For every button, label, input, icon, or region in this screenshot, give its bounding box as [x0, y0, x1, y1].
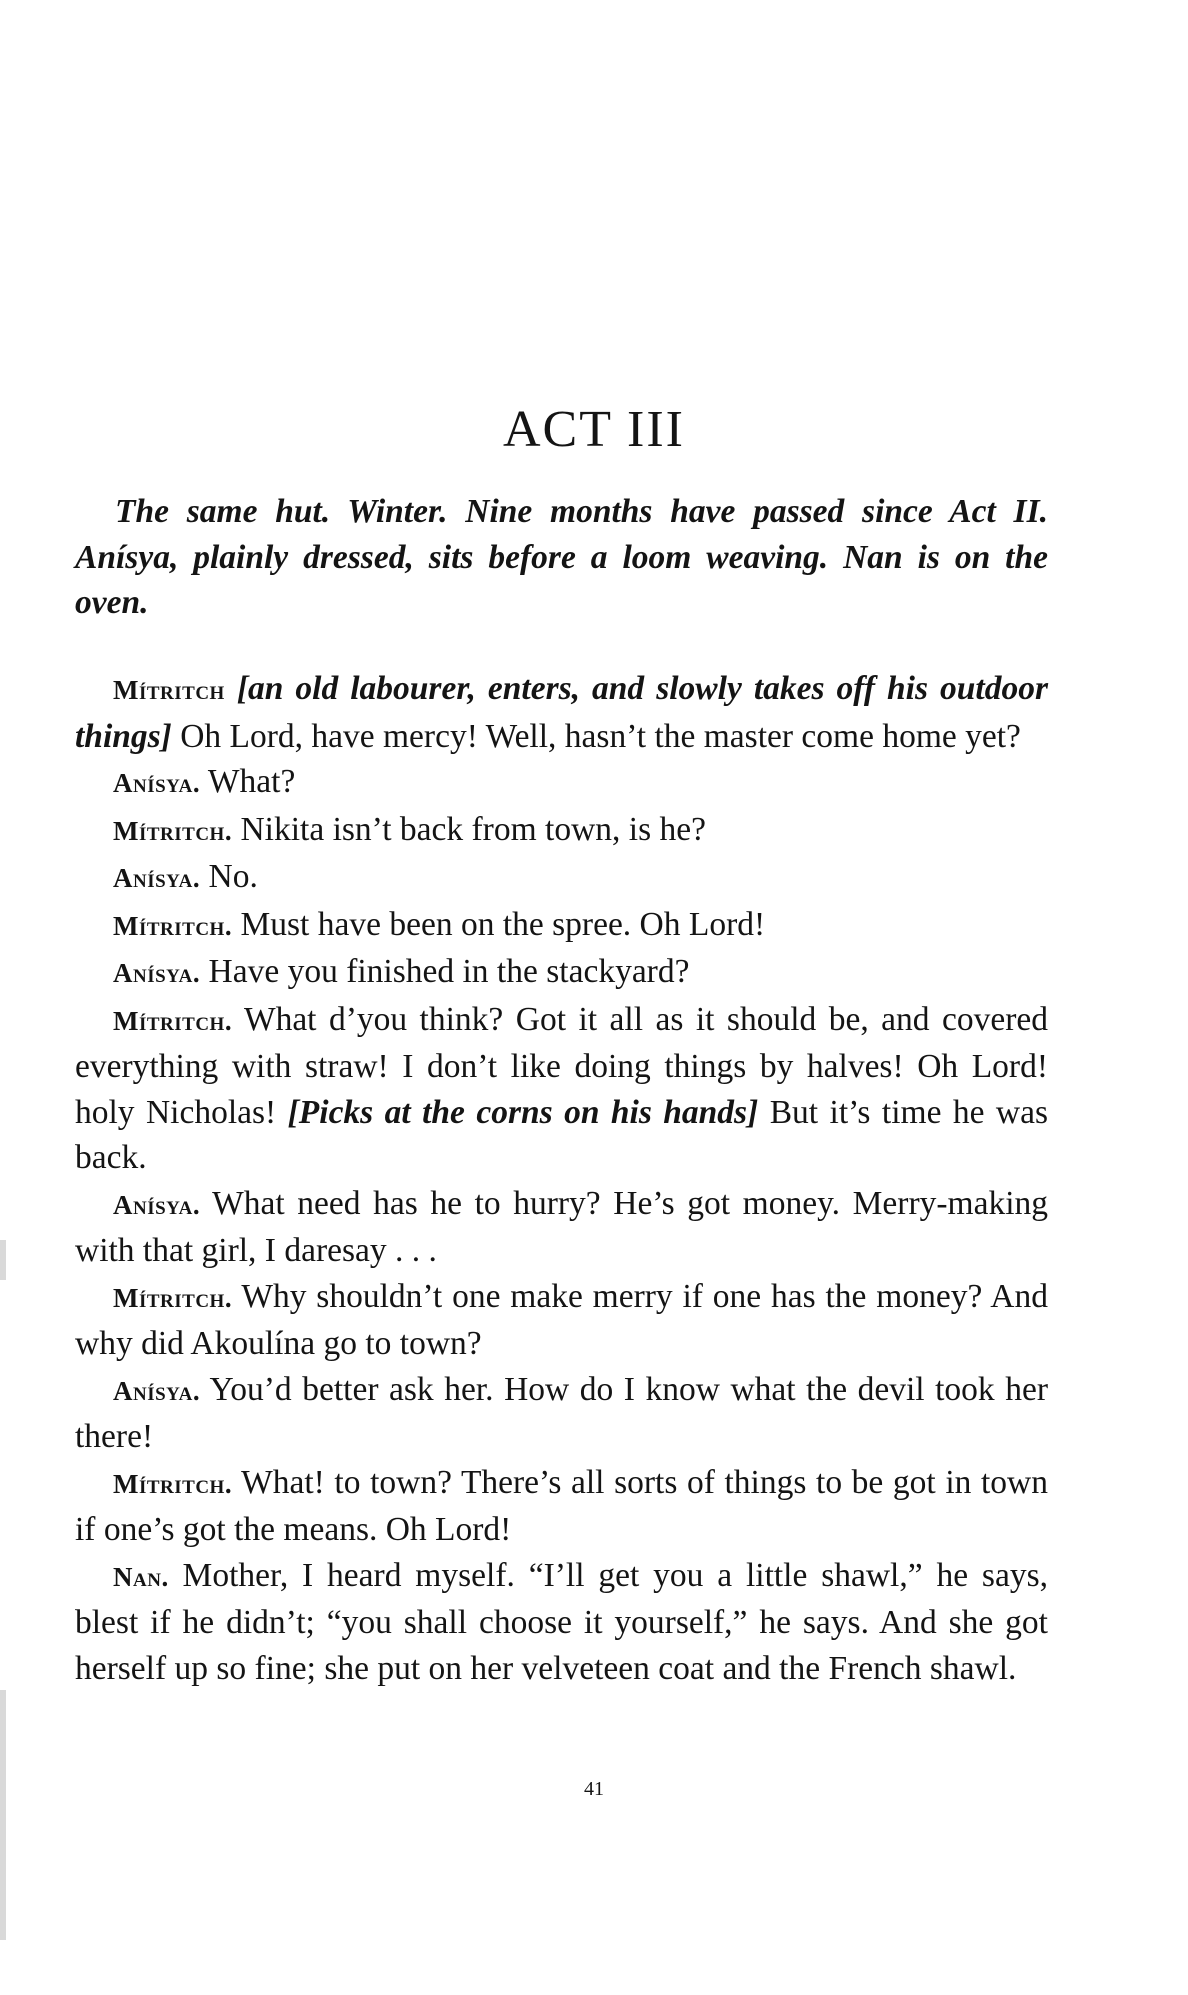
act-title: ACT III [502, 401, 685, 458]
inline-stage-direction: [Picks at the corns on his hands] [287, 1093, 759, 1131]
speech-text: Mother, I heard myself. “I’ll get you a little shawl,” he says, blest if he didn’t; “you shall choose it yourself,” he says. And she got herself up so fine; she put on her velveteen coat and the French shawl. [75, 1556, 1048, 1687]
scan-edge-mark [0, 1240, 6, 1280]
speaker-name: Anísya. [113, 1375, 201, 1406]
speaker-name: Mítritch. [113, 1282, 233, 1313]
speaker-name: Anísya. [113, 768, 201, 798]
speech-line [75, 1181, 1048, 1274]
speech-text: What? [200, 763, 296, 800]
speaker-name: Mítritch. [113, 1005, 233, 1036]
speech-text: What! to town? There’s all sorts of things to be got in town if one’s got the means. Oh Lord! [75, 1463, 1048, 1548]
speech-text: But it’s time he was back. [75, 1093, 1048, 1176]
speaker-name: Mítritch. [113, 815, 233, 846]
speech-line [75, 759, 1048, 807]
stage-direction: The same hut. Winter. Nine months have passed since Act II. Anísya, plainly dressed, sits before a loom weaving. Nan is on the oven. [75, 493, 1048, 621]
page-number: 41 [584, 1778, 604, 1800]
speech-text: Must have been on the spree. Oh Lord! [232, 905, 766, 943]
speech-text: Nikita isn’t back from town, is he? [232, 810, 706, 848]
speech-text: Have you finished in the stackyard? [200, 953, 690, 990]
speaker-name: Mítritch. [113, 910, 233, 941]
speech-text: Oh Lord, have mercy! Well, hasn’t the master come home yet? [171, 717, 1021, 755]
speech-text: You’d better ask her. How do I know what the devil took her there! [75, 1370, 1048, 1455]
speech-text: No. [200, 858, 258, 895]
speech-line [75, 807, 1048, 855]
scan-edge-mark [0, 1690, 6, 1940]
inline-stage-direction: [an old labourer, enters, and slowly takes off his outdoor things] [75, 670, 1048, 755]
speech-line [75, 666, 1048, 759]
speech-text: What d’you think? Got it all as it should be, and covered everything with straw! I don’t like doing things by halves! Oh Lord! holy Nicholas! [75, 1000, 1048, 1131]
dialogue [75, 666, 1048, 1691]
speech-line [75, 1460, 1048, 1553]
speaker-name: Anísya. [113, 1189, 201, 1220]
speech-line [75, 854, 1048, 902]
speech-line [75, 1553, 1048, 1692]
speech-text: Why shouldn’t one make merry if one has the money? And why did Akoulína go to town? [75, 1277, 1048, 1362]
speaker-name: Anísya. [113, 958, 201, 988]
speech-text: What need has he to hurry? He’s got money. Merry-making with that girl, I daresay . . . [75, 1184, 1048, 1269]
speaker-name: Anísya. [113, 863, 201, 893]
speech-line [75, 997, 1048, 1181]
speech-line [75, 949, 1048, 997]
speaker-name: Mítritch. [113, 1468, 233, 1499]
speaker-name: Nan. [113, 1561, 169, 1592]
speech-line [75, 1274, 1048, 1367]
speech-line [75, 1367, 1048, 1460]
speech-line [75, 902, 1048, 950]
speaker-name: Mítritch [113, 675, 225, 705]
